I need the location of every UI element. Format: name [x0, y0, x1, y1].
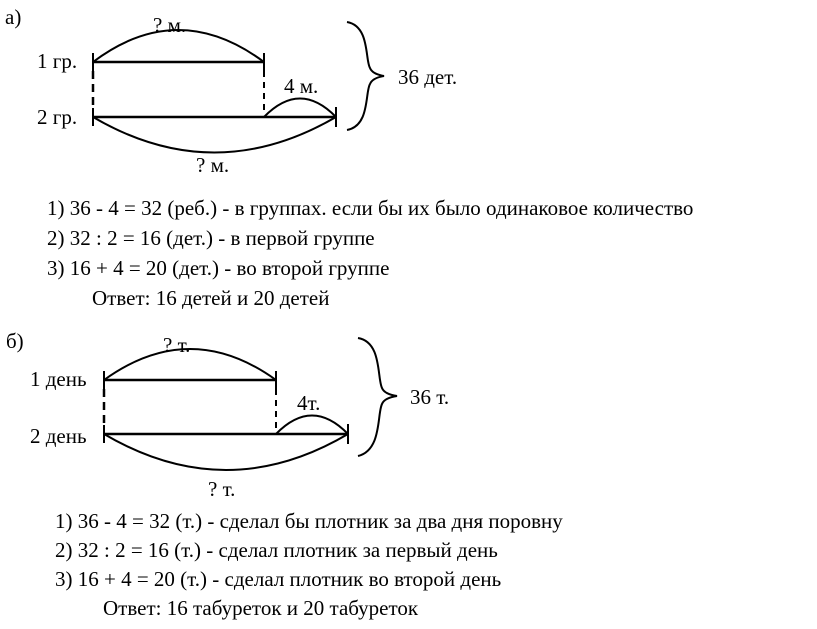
- part-a-row2-label: 2 гр.: [37, 105, 78, 129]
- part-b-difference: 4т.: [297, 391, 321, 415]
- part-b-step-1: 1) 36 - 4 = 32 (т.) - сделал бы плотник за два дня поровну: [55, 509, 563, 533]
- part-a-bottom-brace: [93, 117, 336, 153]
- part-b-curly-brace: [358, 338, 397, 456]
- part-b-bottom-question: ? т.: [208, 477, 236, 501]
- part-b-step-2: 2) 32 : 2 = 16 (т.) - сделал плотник за первый день: [55, 538, 498, 562]
- part-b-letter: б): [6, 329, 24, 353]
- part-a-total: 36 дет.: [398, 65, 458, 89]
- part-b-difference-brace: [276, 416, 348, 435]
- part-a-answer: Ответ: 16 детей и 20 детей: [92, 286, 330, 310]
- part-a-step-1: 1) 36 - 4 = 32 (реб.) - в группах. если бы их было одинаковое количество: [47, 196, 694, 220]
- part-a-bottom-question: ? м.: [196, 153, 230, 177]
- part-b-step-3: 3) 16 + 4 = 20 (т.) - сделал плотник во второй день: [55, 567, 502, 591]
- part-a-difference-brace: [264, 99, 336, 118]
- part-a-top-question: ? м.: [153, 13, 187, 37]
- part-a-row1-label: 1 гр.: [37, 49, 78, 73]
- part-a-difference: 4 м.: [284, 74, 319, 98]
- part-b-row1-label: 1 день: [30, 367, 87, 391]
- part-b-top-question: ? т.: [163, 333, 191, 357]
- part-b-row2-label: 2 день: [30, 424, 87, 448]
- diagram-b: [6, 329, 449, 501]
- part-b-bottom-brace: [104, 434, 348, 470]
- part-b-answer: Ответ: 16 табуреток и 20 табуреток: [103, 596, 419, 620]
- part-a-curly-brace: [347, 22, 384, 130]
- part-b-total: 36 т.: [410, 385, 450, 409]
- diagram-a: [5, 5, 457, 177]
- part-a-letter: а): [5, 5, 22, 29]
- part-a-step-3: 3) 16 + 4 = 20 (дет.) - во второй группе: [47, 256, 390, 280]
- part-a-step-2: 2) 32 : 2 = 16 (дет.) - в первой группе: [47, 226, 375, 250]
